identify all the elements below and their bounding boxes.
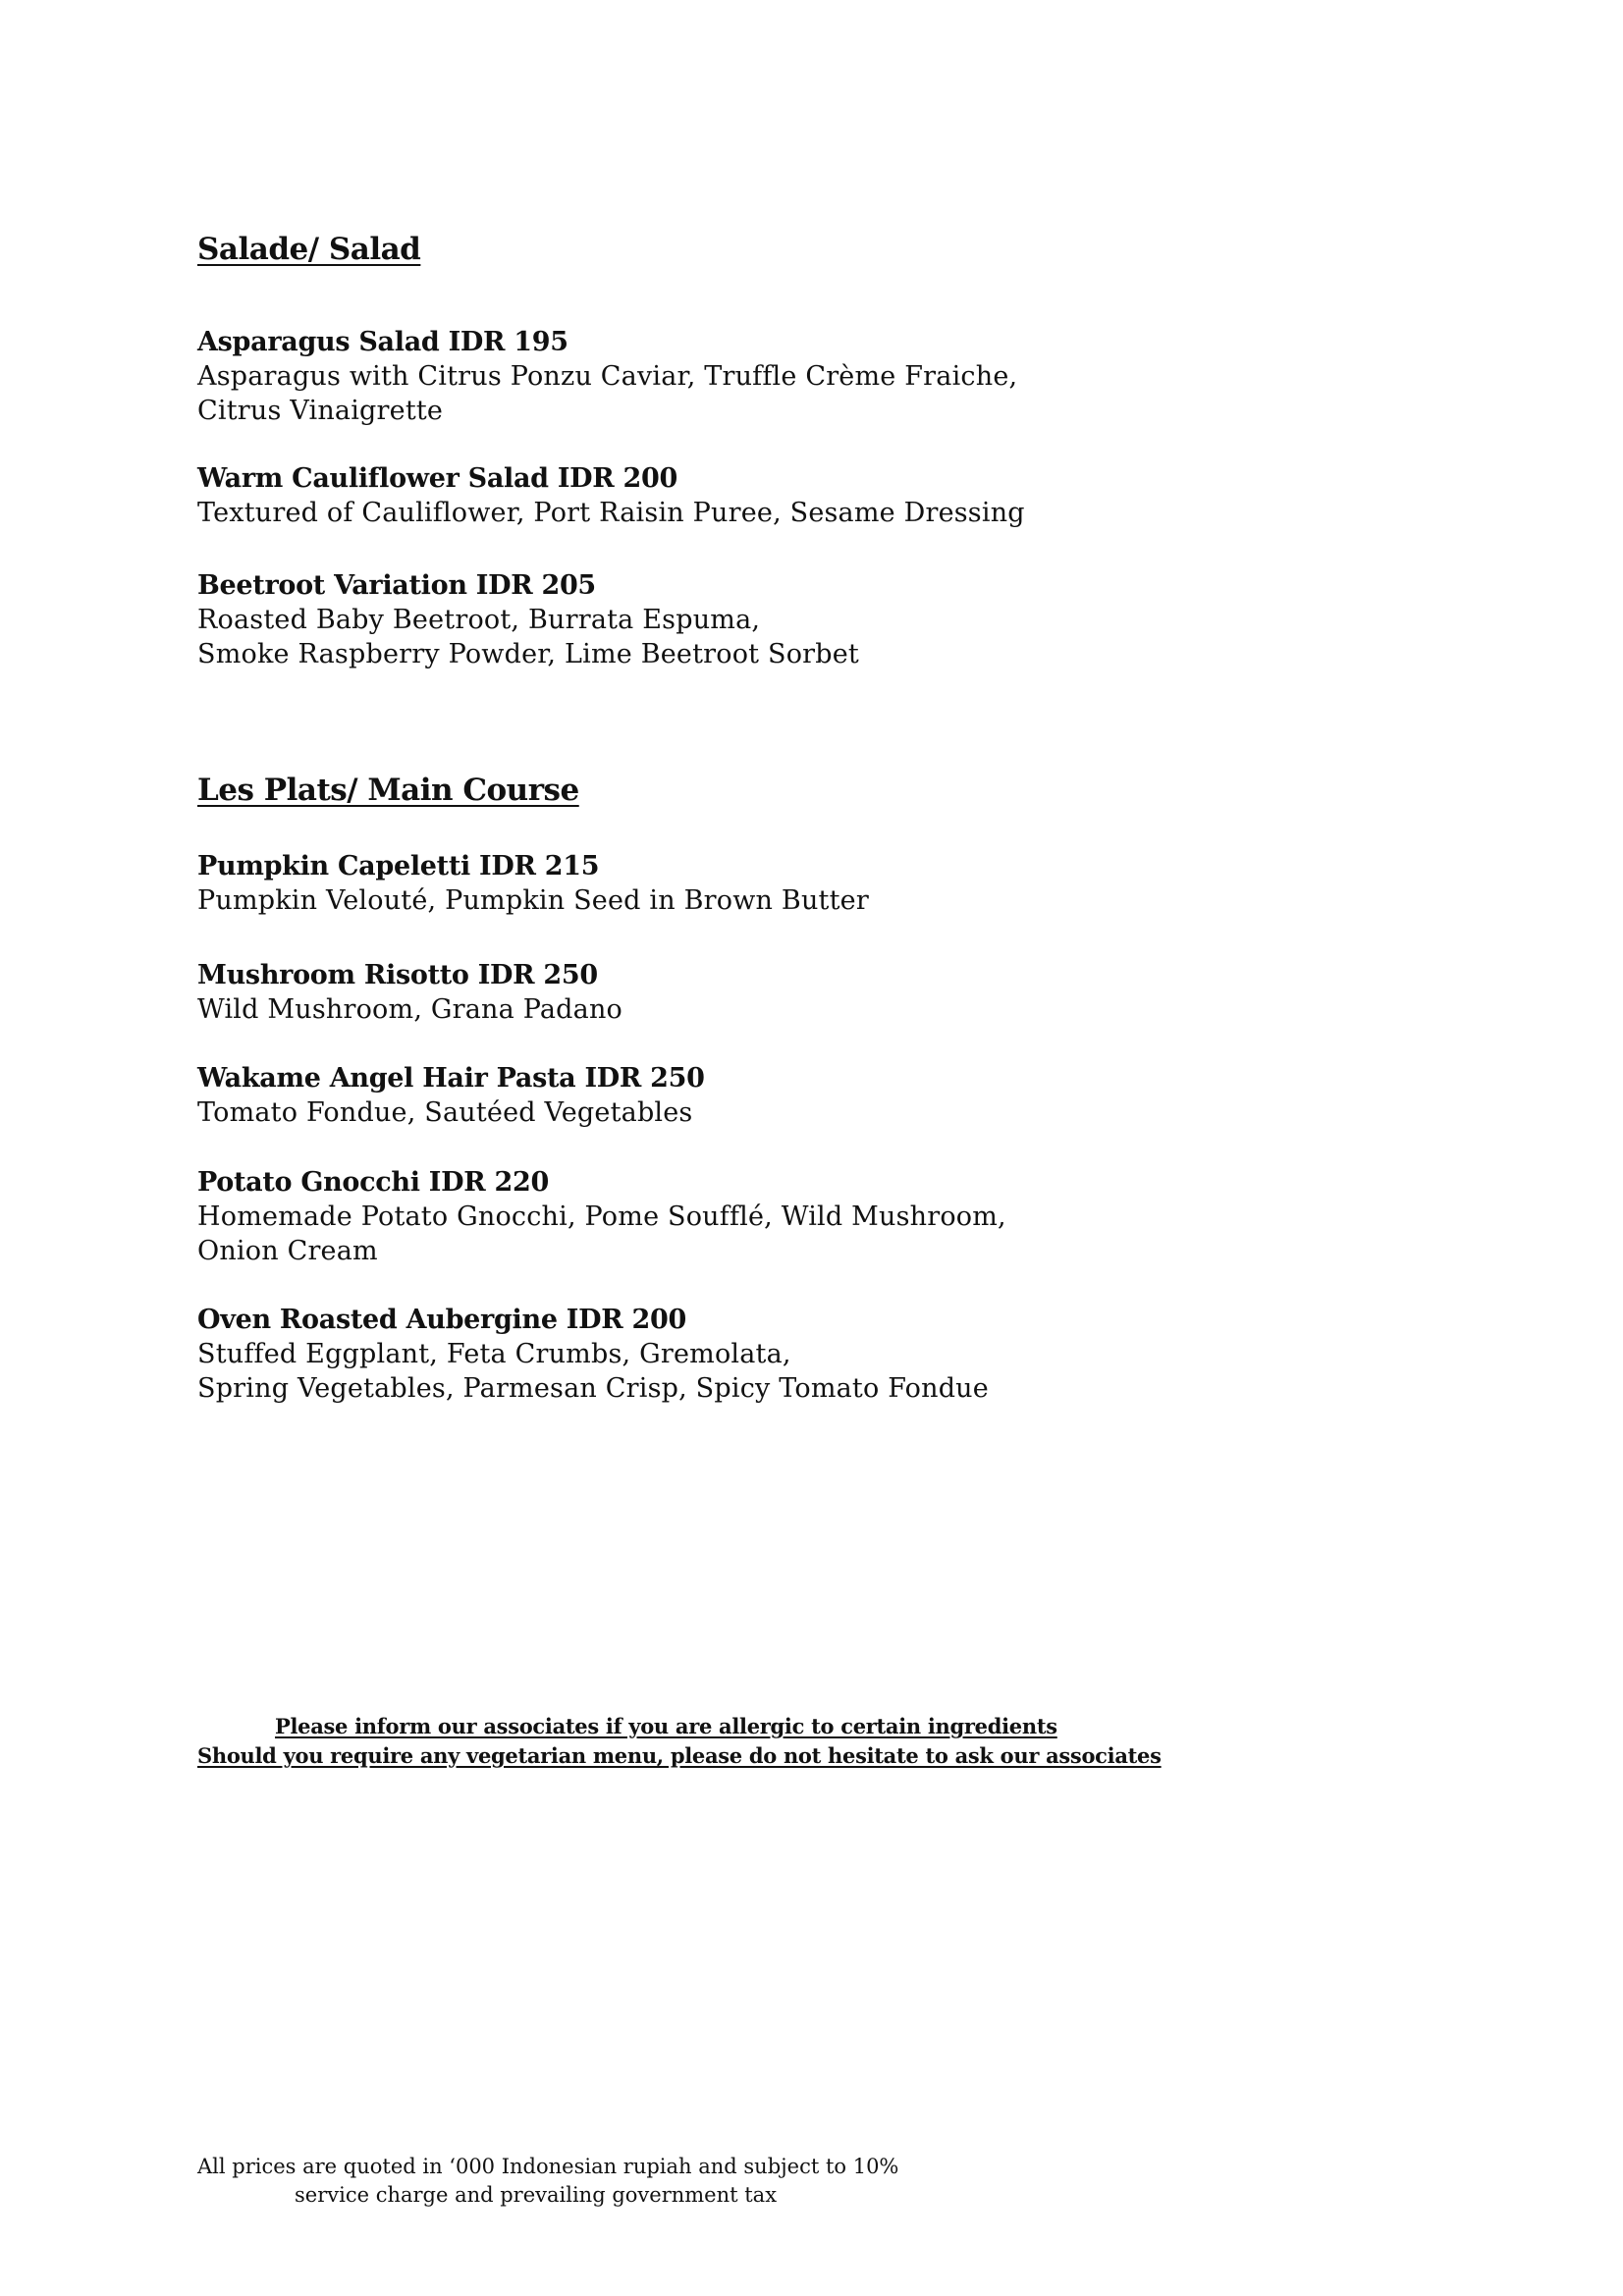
menu-item-description: Asparagus with Citrus Ponzu Caviar, Truffle Crème Fraiche, — [197, 361, 1018, 392]
menu-item-wakame-angel-hair-pasta — [197, 1061, 1277, 1130]
price-note: All prices are quoted in ‘000 Indonesian rupiah and subject to 10% — [197, 2155, 899, 2178]
menu-item-description: Pumpkin Velouté, Pumpkin Seed in Brown Butter — [197, 885, 869, 916]
menu-item-description: Spring Vegetables, Parmesan Crisp, Spicy Tomato Fondue — [197, 1373, 989, 1404]
menu-item-description: Tomato Fondue, Sautéed Vegetables — [197, 1097, 693, 1128]
menu-item-description: Smoke Raspberry Powder, Lime Beetroot Sorbet — [197, 639, 859, 669]
menu-item-description: Citrus Vinaigrette — [197, 396, 444, 426]
menu-item-description: Roasted Baby Beetroot, Burrata Espuma, — [197, 605, 761, 635]
menu-item-description: Textured of Cauliflower, Port Raisin Puree, Sesame Dressing — [197, 498, 1025, 528]
menu-item-mushroom-risotto — [197, 958, 1277, 1027]
menu-item-name: Warm Cauliflower Salad IDR 200 — [197, 463, 677, 494]
menu-item-oven-roasted-aubergine — [197, 1303, 1277, 1406]
menu-item-warm-cauliflower-salad — [197, 461, 1277, 530]
section-title-salad: Salade/ Salad — [197, 232, 421, 267]
menu-item-name: Mushroom Risotto IDR 250 — [197, 960, 598, 990]
menu-item-description: Onion Cream — [197, 1236, 378, 1266]
menu-item-description: Homemade Potato Gnocchi, Pome Soufflé, Wild Mushroom, — [197, 1201, 1006, 1232]
menu-item-name: Beetroot Variation IDR 205 — [197, 570, 596, 601]
menu-item-name: Asparagus Salad IDR 195 — [197, 327, 568, 357]
menu-item-name: Oven Roasted Aubergine IDR 200 — [197, 1305, 686, 1335]
section-title-main-course: Les Plats/ Main Course — [197, 773, 579, 808]
menu-item-description: Wild Mushroom, Grana Padano — [197, 994, 622, 1025]
menu-item-name: Potato Gnocchi IDR 220 — [197, 1167, 549, 1198]
menu-item-asparagus-salad — [197, 325, 1277, 428]
vegetarian-notice: Should you require any vegetarian menu, please do not hesitate to ask our associates — [197, 1743, 1162, 1768]
menu-item-name: Pumpkin Capeletti IDR 215 — [197, 851, 600, 881]
allergy-notice: Please inform our associates if you are allergic to certain ingredients — [275, 1714, 1057, 1738]
menu-item-beetroot-variation — [197, 568, 1277, 671]
menu-item-name: Wakame Angel Hair Pasta IDR 250 — [197, 1063, 705, 1094]
menu-item-potato-gnocchi — [197, 1165, 1277, 1268]
menu-item-description: Stuffed Eggplant, Feta Crumbs, Gremolata, — [197, 1339, 791, 1369]
menu-item-pumpkin-capeletti — [197, 849, 1277, 918]
tax-note: service charge and prevailing government tax — [295, 2183, 778, 2207]
